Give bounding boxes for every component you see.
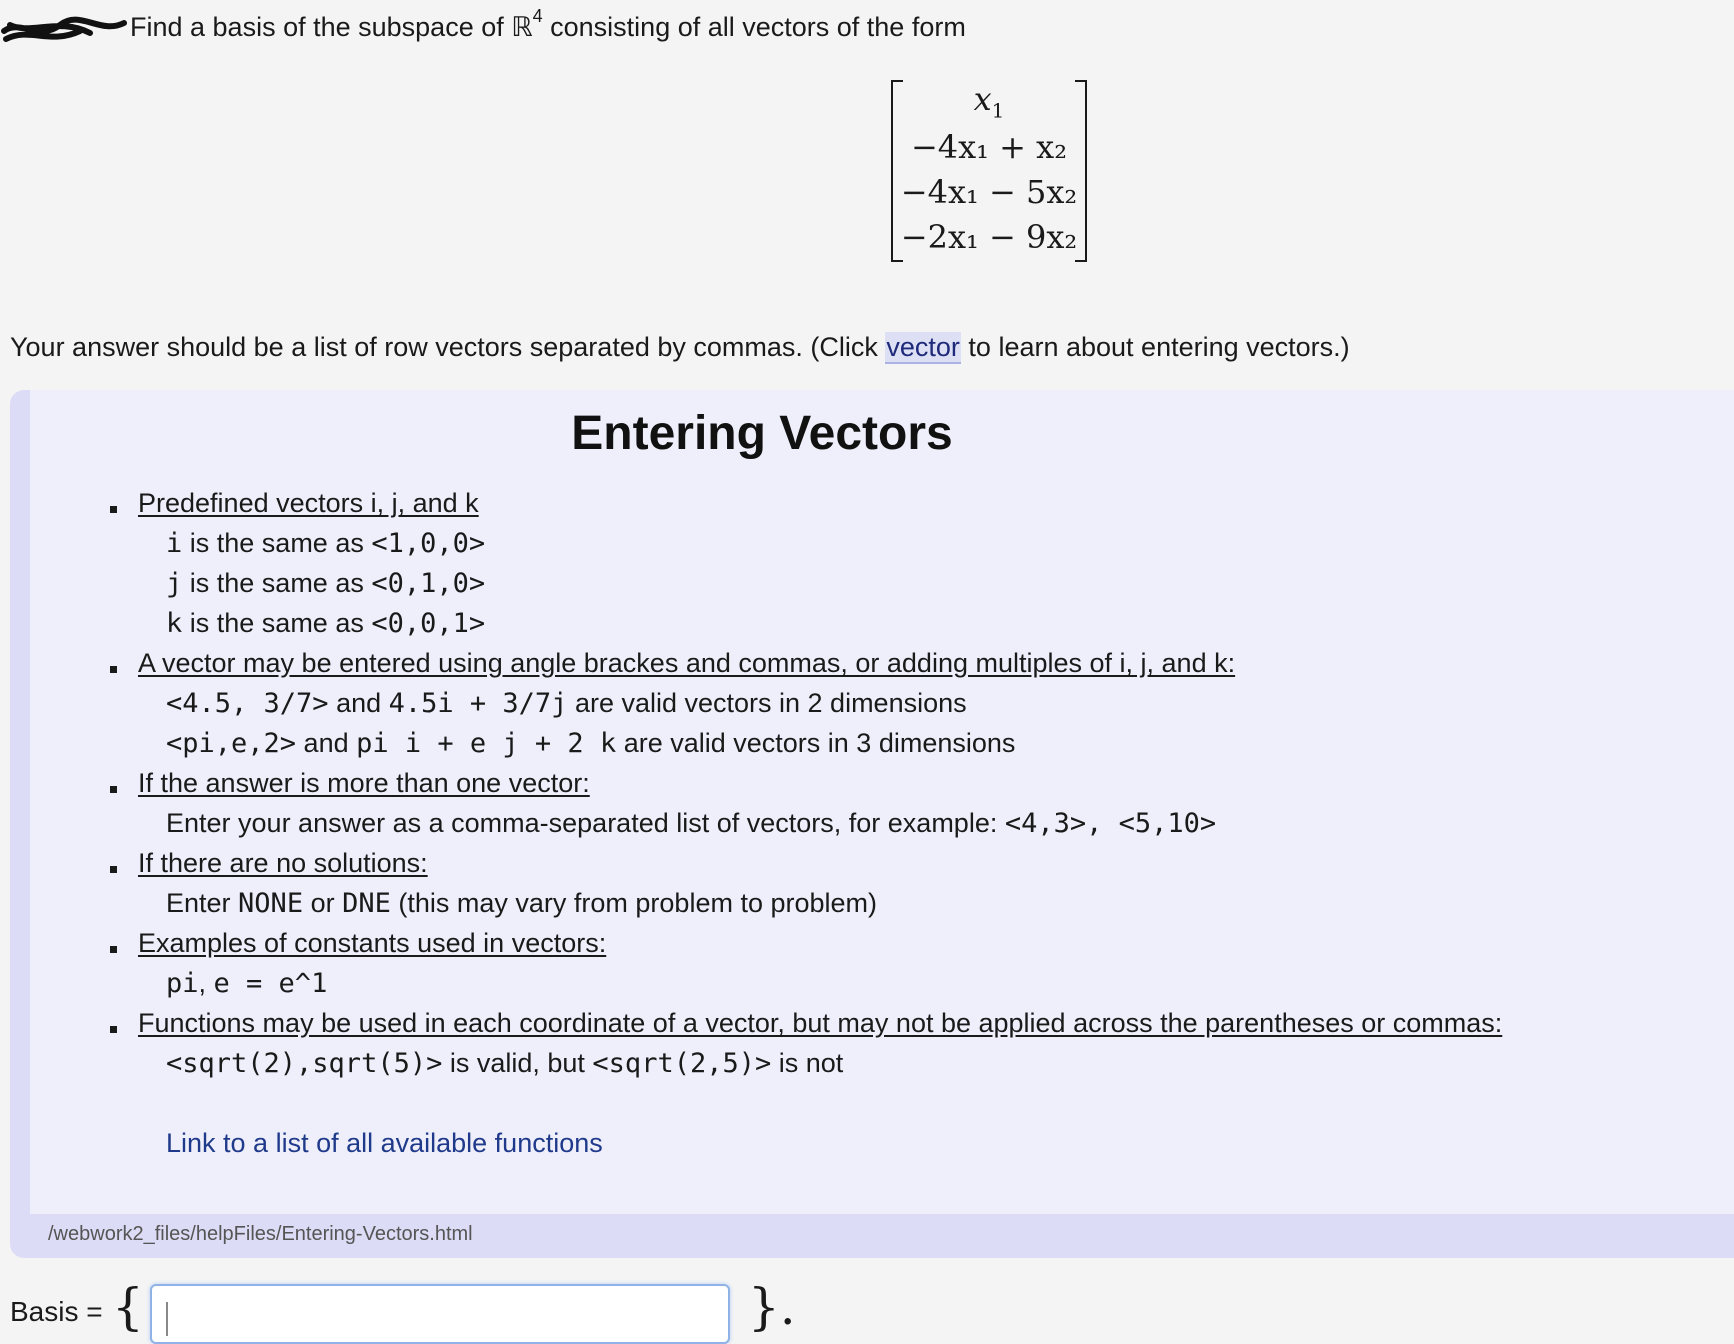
matrix-row-2: −4x₁ + x₂ (910, 128, 1068, 166)
text-caret (166, 1302, 168, 1336)
help-line: <pi,e,2> and pi i + e j + 2 k are valid vectors in 3 dimensions (166, 728, 1016, 759)
help-heading-multiple: If the answer is more than one vector: (138, 768, 590, 798)
help-title: Entering Vectors (571, 407, 953, 460)
help-line: Enter NONE or DNE (this may vary from problem to problem) (166, 888, 878, 919)
bullet-icon (110, 946, 117, 953)
bullet-icon (110, 506, 117, 513)
problem-statement (0, 6, 966, 47)
help-content (30, 390, 1734, 1214)
help-heading-predefined: Predefined vectors i, j, and k (138, 488, 479, 518)
help-line: j is the same as <0,1,0> (166, 568, 486, 599)
matrix-row-4: −2x₁ − 9x₂ (900, 218, 1078, 256)
vector-help-link[interactable]: vector (886, 332, 960, 362)
help-line: pi, e = e^1 (166, 968, 328, 999)
help-line: <4.5, 3/7> and 4.5i + 3/7j are valid vectors in 2 dimensions (166, 688, 967, 719)
space-exponent: 4 (532, 6, 543, 26)
matrix-row-1: $x_1$ (973, 80, 1005, 123)
help-panel (10, 390, 1734, 1258)
bullet-icon (110, 666, 117, 673)
help-heading-functions: Functions may be used in each coordinate of a vector, but may not be applied across the parentheses or commas: (138, 1008, 1503, 1038)
help-file-path: /webwork2_files/helpFiles/Entering-Vectors.html (48, 1223, 473, 1245)
basis-input[interactable] (150, 1284, 730, 1344)
help-heading-no-solutions: If there are no solutions: (138, 848, 428, 878)
help-heading-angle-brackets: A vector may be entered using angle brackes and commas, or adding multiples of i, j, and k: (138, 648, 1236, 678)
help-line: Enter your answer as a comma-separated list of vectors, for example: <4,3>, <5,10> (166, 808, 1217, 839)
open-brace: { (112, 1278, 144, 1336)
close-brace: }. (748, 1278, 796, 1336)
functions-link-line (166, 1128, 603, 1159)
bullet-icon (110, 866, 117, 873)
vector-form-matrix (891, 80, 1087, 262)
problem-text-before: Find a basis of the subspace of (130, 12, 512, 42)
help-line: <sqrt(2),sqrt(5)> is valid, but <sqrt(2,5)> is not (166, 1048, 844, 1079)
help-heading-constants: Examples of constants used in vectors: (138, 928, 607, 958)
answer-instructions: Your answer should be a list of row vectors separated by commas. (Click vector to learn about entering vectors.) (10, 332, 1350, 362)
problem-text-after: consisting of all vectors of the form (542, 12, 966, 42)
real-space-symbol: ℝ (511, 12, 533, 43)
bullet-icon (110, 1026, 117, 1033)
functions-list-link[interactable]: Link to a list of all available functions (166, 1128, 603, 1158)
matrix-row-3: −4x₁ − 5x₂ (900, 173, 1078, 211)
help-line: i is the same as <1,0,0> (166, 528, 486, 559)
basis-label: Basis = (10, 1296, 103, 1327)
help-line: k is the same as <0,0,1> (166, 608, 486, 639)
bullet-icon (110, 786, 117, 793)
redaction-scribble-icon (0, 11, 128, 47)
